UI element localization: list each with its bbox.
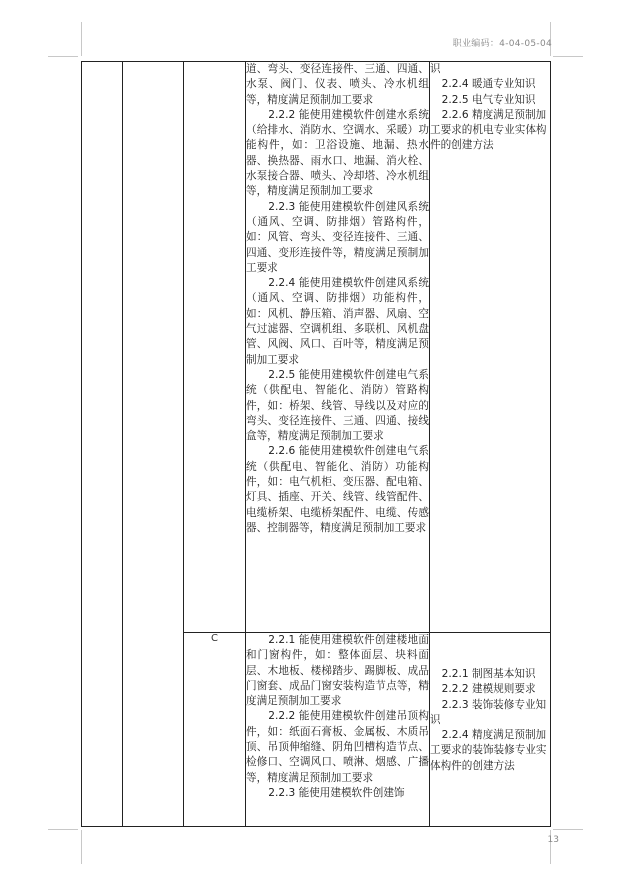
skill-item: 2.2.3 能使用建模软件创建饰: [268, 786, 405, 799]
cell-skills-b: [246, 62, 430, 633]
crop-mark-top-left-h: [48, 56, 78, 57]
knowledge-item: 2.2.5 电气专业知识: [441, 93, 536, 106]
crop-mark-top-left-v: [81, 22, 82, 56]
page-number: 13: [547, 835, 559, 845]
cell-skills-c: [246, 633, 430, 827]
cell-work-content: [123, 62, 184, 827]
skill-item: 2.2.2 能使用建模软件创建水系统（给排水、消防水、空调水、采暖）功能构件，如：卫浴设施、地漏、热水器、换热器、雨水口、地漏、消火栓、水泵接合器、喷头、冷却塔、冷水机组等，精度满足预制加工要求: [246, 108, 429, 198]
knowledge-item: 2.2.6 精度满足预制加工要求的机电专业实体构件的创建方法: [430, 108, 547, 152]
table-row-b: [82, 62, 551, 633]
crop-mark-top-right-h: [553, 56, 583, 57]
crop-mark-bottom-left-v: [81, 830, 82, 864]
skill-item: 道、弯头、变径连接件、三通、四通、水泵、阀门、仪表、喷头、冷水机组等，精度满足预制加工要求: [246, 63, 429, 106]
crop-mark-bottom-right-h: [553, 829, 583, 830]
knowledge-item: 2.2.3 装饰装修专业知识: [430, 698, 547, 726]
skill-item: 2.2.1 能使用建模软件创建楼地面和门窗构件，如：整体面层、块料面层、木地板、楼梯踏步、踢脚板、成品门窗套、成品门窗安装构造节点等，精度满足预制加工要求: [246, 634, 429, 708]
cell-knowledge-c: [430, 633, 551, 827]
skill-item: 2.2.2 能使用建模软件创建吊顶构件，如：纸面石膏板、金属板、木质吊顶、吊顶伸缩缝、阴角凹槽构造节点、检修口、空调风口、喷淋、烟感、广播等，精度满足预制加工要求: [246, 710, 429, 784]
cell-knowledge-b: [430, 62, 551, 633]
knowledge-item: 2.2.1 制图基本知识: [441, 668, 536, 680]
skill-item: 2.2.4 能使用建模软件创建风系统（通风、空调、防排烟）功能构件，如：风机、静压箱、消声器、风扇、空气过滤器、空调机组、多联机、风机盘管、风阀、风口、百叶等，精度满足预制加工要求: [246, 277, 429, 366]
knowledge-item: 2.2.4 暖通专业知识: [441, 78, 536, 91]
knowledge-item: 识: [430, 63, 441, 75]
skills-table: [81, 61, 551, 827]
knowledge-item: 2.2.2 建模规则要求: [441, 683, 536, 696]
crop-mark-bottom-left-h: [48, 829, 78, 830]
skill-item: 2.2.6 能使用建模软件创建电气系统（供配电、智能化、消防）功能构件，如：电气机柜、变压器、配电箱、灯具、插座、开关、线管、线管配件、电缆桥架、电缆桥架配件、电缆、传感器、控制器等，精度满足预制加工要求: [246, 445, 429, 534]
skill-item: 2.2.5 能使用建模软件创建电气系统（供配电、智能化、消防）管路构件，如：桥架、线管、导线以及对应的弯头、变径连接件、三通、四通、接线盒等，精度满足预制加工要求: [246, 368, 429, 443]
cell-level-c: C: [184, 633, 246, 827]
knowledge-item: 2.2.4 精度满足预制加工要求的装饰装修专业实体构件的创建方法: [430, 729, 547, 772]
cell-occupation-function: [82, 62, 123, 827]
skill-item: 2.2.3 能使用建模软件创建风系统（通风、空调、防排烟）管路构件，如：风管、弯头、变径连接件、三通、四通、变形连接件等，精度满足预制加工要求: [246, 200, 429, 274]
occupation-code: 职业编码：4-04-05-04: [452, 39, 552, 49]
cell-level-b: [184, 62, 246, 633]
